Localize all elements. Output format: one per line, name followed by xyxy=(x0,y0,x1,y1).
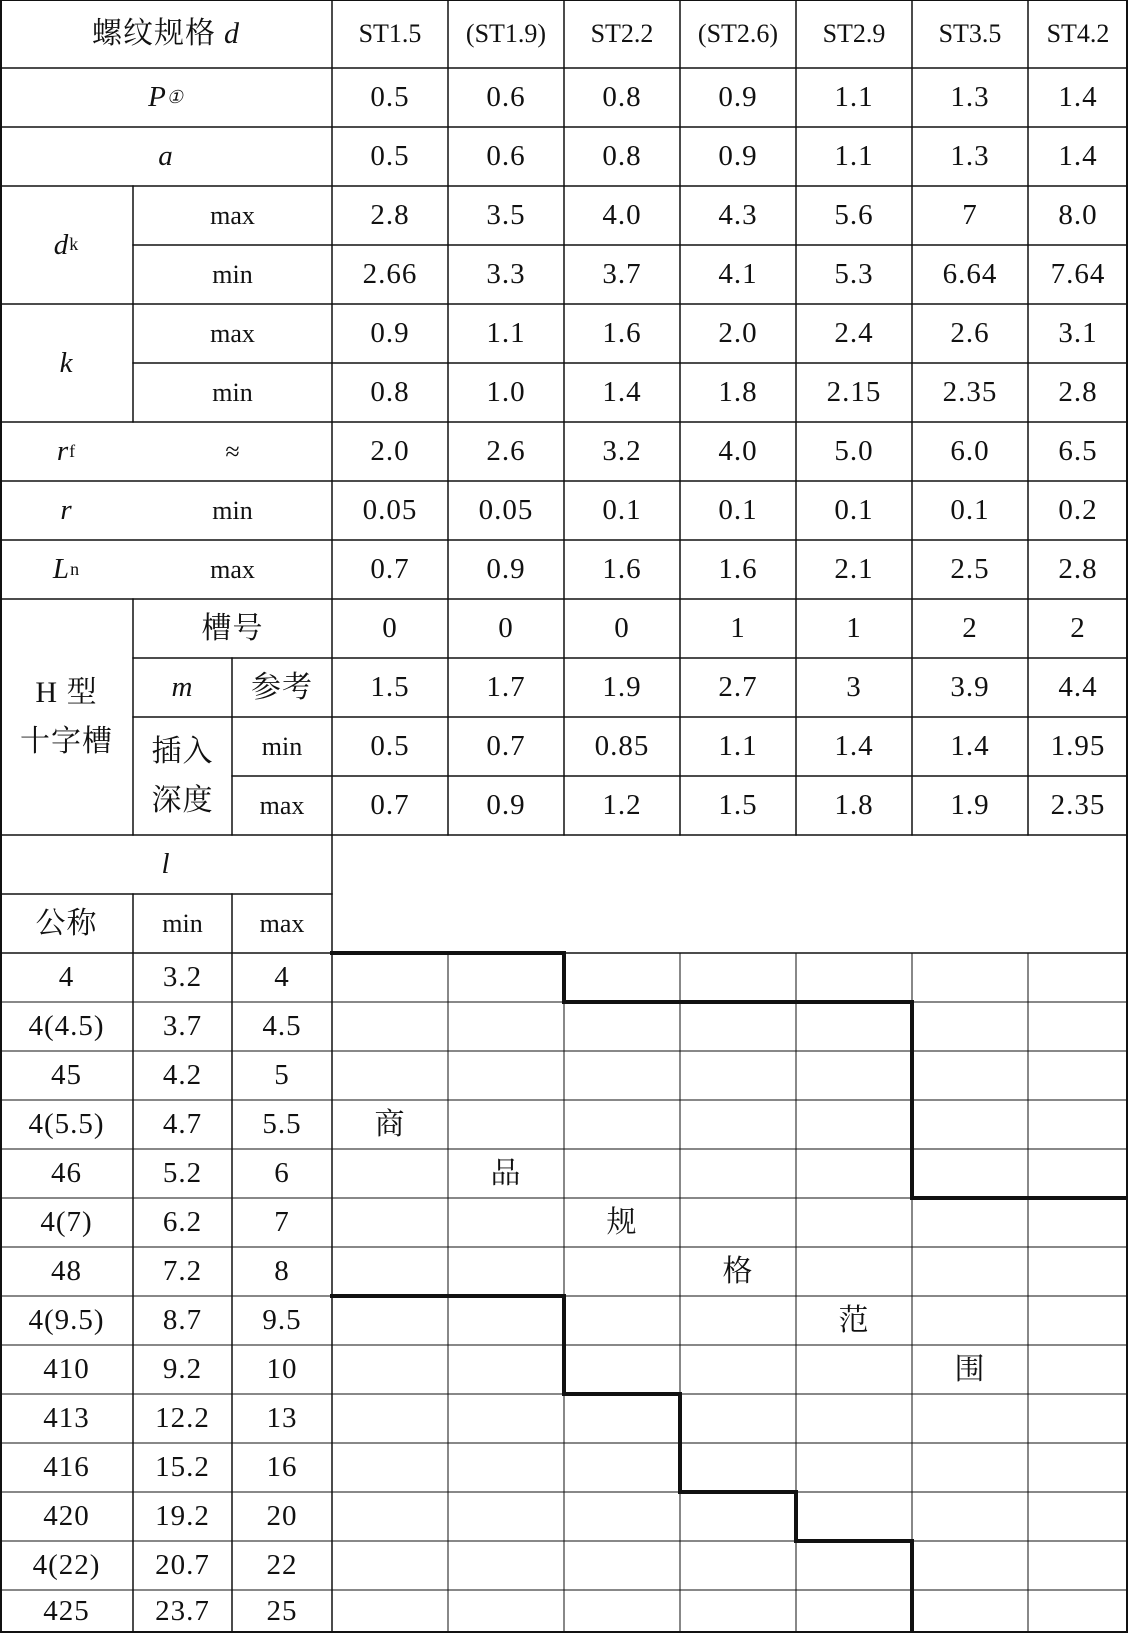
row-dk-max-value: 5.6 xyxy=(834,199,874,232)
rf-qualifier: ≈ xyxy=(225,436,240,466)
row-P-value: 1.4 xyxy=(1058,81,1098,114)
row-rf-value: 2.6 xyxy=(486,435,526,468)
row-dk-max-value: 3.5 xyxy=(486,199,526,232)
r-qualifier: min xyxy=(212,495,253,525)
range-char: 商 xyxy=(374,1107,406,1141)
label-d: d xyxy=(53,228,70,261)
row-m-value: 2.7 xyxy=(718,671,758,704)
row-depth-min-value: 1.95 xyxy=(1050,730,1106,763)
row-k-max-value: 2.6 xyxy=(950,317,990,350)
column-header: ST3.5 xyxy=(938,19,1002,49)
recess-depth-label-line-1: 插入 xyxy=(151,734,214,768)
row-r-value: 0.2 xyxy=(1058,494,1098,527)
recess-group-label xyxy=(0,599,133,835)
column-header: ST1.5 xyxy=(358,19,422,49)
row-m-value: 1.7 xyxy=(486,671,526,704)
row-depth-min-value: 1.4 xyxy=(950,730,990,763)
length-max: 6 xyxy=(274,1157,290,1190)
label-d-sub: k xyxy=(69,234,80,255)
length-min: 3.7 xyxy=(162,1010,203,1043)
length-min: 8.7 xyxy=(162,1304,203,1337)
dk-max-label: max xyxy=(210,200,255,230)
length-min: 3.2 xyxy=(162,961,203,994)
length-min: 6.2 xyxy=(162,1206,203,1239)
row-r-value: 0.1 xyxy=(602,494,642,527)
length-min: 23.7 xyxy=(155,1595,210,1628)
row-a-value: 0.5 xyxy=(370,140,410,173)
row-k-min-value: 1.4 xyxy=(602,376,642,409)
row-k-max-value: 1.6 xyxy=(602,317,642,350)
row-k-max-value: 2.0 xyxy=(718,317,758,350)
column-header: (ST1.9) xyxy=(465,19,547,49)
row-P-value: 0.6 xyxy=(486,81,526,114)
length-max: 7 xyxy=(274,1206,290,1239)
length-max: 4.5 xyxy=(262,1010,302,1043)
row-dk-min-value: 5.3 xyxy=(834,258,874,291)
column-header: ST4.2 xyxy=(1046,19,1110,49)
length-max: 20 xyxy=(266,1500,298,1533)
column-header: (ST2.6) xyxy=(697,19,779,49)
row-slot-value: 0 xyxy=(614,612,630,645)
row-a-value: 0.6 xyxy=(486,140,526,173)
length-min: 7.2 xyxy=(162,1255,203,1288)
recess-depth-label-line-2: 深度 xyxy=(151,784,214,817)
row-rf-value: 4.0 xyxy=(718,435,758,468)
row-Ln-value: 1.6 xyxy=(718,553,758,586)
row-a-value: 1.3 xyxy=(950,140,990,173)
length-max: 16 xyxy=(266,1451,298,1484)
depth-min-label: min xyxy=(261,731,303,761)
row-label-a: a xyxy=(158,140,174,173)
row-k-max-value: 2.4 xyxy=(834,317,874,350)
row-label-Ln xyxy=(0,540,133,599)
row-rf-value: 5.0 xyxy=(834,435,874,468)
row-slot-value: 0 xyxy=(382,612,398,645)
thread-label-d: d xyxy=(224,17,240,50)
length-min: 5.2 xyxy=(162,1157,203,1190)
row-a-value: 1.4 xyxy=(1058,140,1098,173)
row-k-min-value: 0.8 xyxy=(370,376,410,409)
row-dk-min-value: 3.7 xyxy=(602,258,642,291)
label-r: r xyxy=(60,494,73,527)
length-min: 4.7 xyxy=(162,1108,203,1141)
length-min: 4.2 xyxy=(162,1059,203,1092)
length-nominal: 4(9.5) xyxy=(28,1304,105,1337)
label-rf: r xyxy=(56,435,70,468)
row-dk-min-value: 7.64 xyxy=(1050,258,1106,291)
row-m-value: 4.4 xyxy=(1058,671,1098,704)
length-min: 12.2 xyxy=(155,1402,210,1435)
label-Ln-sub: n xyxy=(70,558,81,579)
length-nominal: 4(4.5) xyxy=(28,1010,105,1043)
label-rf-sub: f xyxy=(69,440,77,461)
label-Ln: L xyxy=(52,553,71,586)
row-label-r xyxy=(0,481,133,540)
header-thread-label xyxy=(0,0,332,68)
row-label-dk xyxy=(0,186,133,304)
row-slot-value: 2 xyxy=(1070,612,1086,645)
length-nominal: 45 xyxy=(51,1059,82,1092)
row-k-max-value: 3.1 xyxy=(1058,317,1098,350)
dk-min-label: min xyxy=(212,259,253,289)
length-min: 15.2 xyxy=(155,1451,210,1484)
length-min: 20.7 xyxy=(155,1549,210,1582)
range-char: 范 xyxy=(838,1303,870,1337)
row-r-value: 0.1 xyxy=(834,494,874,527)
row-k-max-value: 0.9 xyxy=(370,317,410,350)
row-rf-value: 3.2 xyxy=(602,435,642,468)
length-nominal: 4(7) xyxy=(40,1206,93,1239)
label-P: P xyxy=(148,81,167,114)
row-dk-min-value: 4.1 xyxy=(718,258,758,291)
k-max-label: max xyxy=(210,318,255,348)
row-dk-max-value: 4.3 xyxy=(718,199,758,232)
length-max: 5 xyxy=(274,1059,290,1092)
length-nominal: 420 xyxy=(43,1500,90,1533)
row-Ln-value: 2.1 xyxy=(834,553,874,586)
row-depth-max-value: 1.2 xyxy=(602,789,642,822)
depth-max-label: max xyxy=(259,790,305,820)
length-min-label: min xyxy=(162,908,203,938)
Ln-qualifier: max xyxy=(210,554,255,584)
row-Ln-value: 2.5 xyxy=(950,553,990,586)
row-dk-max-value: 8.0 xyxy=(1058,199,1098,232)
row-label-k: k xyxy=(59,346,74,379)
length-max: 25 xyxy=(266,1595,298,1628)
row-depth-min-value: 0.5 xyxy=(370,730,410,763)
length-max-label: max xyxy=(259,908,305,938)
length-nominal: 413 xyxy=(43,1402,90,1435)
length-max: 4 xyxy=(274,961,290,994)
length-max: 8 xyxy=(274,1255,290,1288)
row-k-min-value: 1.8 xyxy=(718,376,758,409)
thread-label-text: 螺纹规格 xyxy=(92,17,216,50)
row-rf-value: 6.5 xyxy=(1058,435,1098,468)
row-label-P xyxy=(0,68,332,127)
recess-group-label-line-1: H 型 xyxy=(35,675,98,709)
range-char: 围 xyxy=(954,1352,986,1386)
length-nominal: 416 xyxy=(43,1451,90,1484)
length-max: 9.5 xyxy=(262,1304,302,1337)
row-slot-value: 1 xyxy=(730,612,746,645)
length-nominal: 48 xyxy=(51,1255,82,1288)
row-r-value: 0.05 xyxy=(478,494,534,527)
column-header: ST2.2 xyxy=(590,19,654,49)
range-char: 规 xyxy=(606,1205,638,1239)
row-depth-min-value: 0.85 xyxy=(594,730,650,763)
row-Ln-value: 2.8 xyxy=(1058,553,1098,586)
row-Ln-value: 0.9 xyxy=(486,553,526,586)
row-depth-max-value: 1.9 xyxy=(950,789,990,822)
column-header: ST2.9 xyxy=(822,19,886,49)
length-nominal: 46 xyxy=(51,1157,82,1190)
row-a-value: 0.9 xyxy=(718,140,758,173)
length-nominal: 4(22) xyxy=(32,1549,101,1582)
row-depth-min-value: 0.7 xyxy=(486,730,526,763)
recess-m-label: m xyxy=(171,671,194,704)
row-depth-max-value: 1.8 xyxy=(834,789,874,822)
row-rf-value: 6.0 xyxy=(950,435,990,468)
row-k-min-value: 1.0 xyxy=(486,376,526,409)
length-nominal-label: 公称 xyxy=(35,906,98,940)
row-m-value: 3 xyxy=(846,671,862,704)
row-r-value: 0.1 xyxy=(718,494,758,527)
row-dk-min-value: 6.64 xyxy=(942,258,998,291)
row-rf-value: 2.0 xyxy=(370,435,410,468)
length-nominal: 410 xyxy=(43,1353,90,1386)
length-min: 9.2 xyxy=(162,1353,203,1386)
k-min-label: min xyxy=(212,377,253,407)
recess-group-label-line-2: 十字槽 xyxy=(20,725,113,758)
row-dk-min-value: 2.66 xyxy=(362,258,418,291)
length-label: l xyxy=(161,848,171,881)
row-dk-max-value: 7 xyxy=(962,199,978,232)
length-nominal: 4 xyxy=(58,961,75,994)
row-depth-max-value: 1.5 xyxy=(718,789,758,822)
row-dk-max-value: 4.0 xyxy=(602,199,642,232)
row-m-value: 1.9 xyxy=(602,671,642,704)
row-Ln-value: 0.7 xyxy=(370,553,410,586)
row-P-value: 0.8 xyxy=(602,81,642,114)
row-r-value: 0.05 xyxy=(362,494,418,527)
row-depth-max-value: 2.35 xyxy=(1050,789,1106,822)
recess-m-ref-label: 参考 xyxy=(251,670,313,704)
row-label-rf xyxy=(0,422,133,481)
row-P-value: 0.5 xyxy=(370,81,410,114)
length-max: 22 xyxy=(266,1549,298,1582)
row-m-value: 1.5 xyxy=(370,671,410,704)
row-dk-min-value: 3.3 xyxy=(486,258,526,291)
range-char: 格 xyxy=(722,1254,754,1288)
length-max: 10 xyxy=(266,1353,298,1386)
row-depth-min-value: 1.1 xyxy=(718,730,758,763)
length-max: 5.5 xyxy=(262,1108,302,1141)
length-max: 13 xyxy=(266,1402,298,1435)
row-dk-max-value: 2.8 xyxy=(370,199,410,232)
label-P-footnote: ① xyxy=(166,86,184,107)
range-char: 品 xyxy=(490,1156,522,1190)
row-P-value: 1.1 xyxy=(834,81,874,114)
row-a-value: 1.1 xyxy=(834,140,874,173)
length-min: 19.2 xyxy=(155,1500,210,1533)
recess-slot-label: 槽号 xyxy=(201,611,264,645)
row-a-value: 0.8 xyxy=(602,140,642,173)
row-depth-min-value: 1.4 xyxy=(834,730,874,763)
row-depth-max-value: 0.7 xyxy=(370,789,410,822)
row-slot-value: 2 xyxy=(962,612,978,645)
row-r-value: 0.1 xyxy=(950,494,990,527)
row-k-min-value: 2.15 xyxy=(826,376,882,409)
length-nominal: 4(5.5) xyxy=(28,1108,105,1141)
row-slot-value: 0 xyxy=(498,612,514,645)
recess-depth-label xyxy=(133,717,232,835)
row-P-value: 0.9 xyxy=(718,81,758,114)
row-k-max-value: 1.1 xyxy=(486,317,526,350)
row-depth-max-value: 0.9 xyxy=(486,789,526,822)
row-k-min-value: 2.35 xyxy=(942,376,998,409)
row-Ln-value: 1.6 xyxy=(602,553,642,586)
row-k-min-value: 2.8 xyxy=(1058,376,1098,409)
length-nominal: 425 xyxy=(43,1595,90,1628)
row-m-value: 3.9 xyxy=(950,671,990,704)
row-P-value: 1.3 xyxy=(950,81,990,114)
row-slot-value: 1 xyxy=(846,612,862,645)
